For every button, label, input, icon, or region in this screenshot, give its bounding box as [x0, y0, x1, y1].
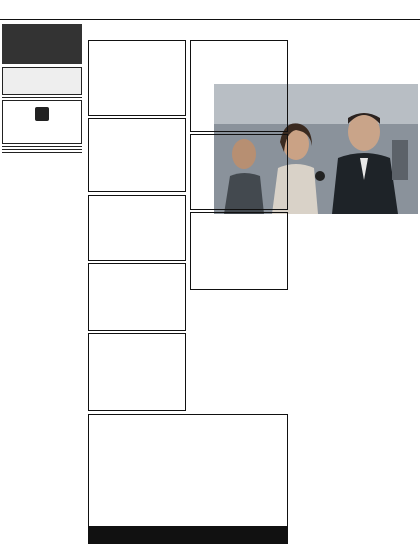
bank-logo-icon: [35, 107, 49, 121]
bank-logo-ad: [2, 100, 82, 144]
divider: [2, 146, 82, 147]
footer-banner: [88, 526, 288, 544]
ads-column-2: [190, 40, 288, 412]
classified-ad: [190, 212, 288, 290]
classified-ad: [190, 40, 288, 132]
spacer: [190, 22, 198, 28]
lotes-ad: [88, 414, 288, 530]
divider: [2, 97, 82, 98]
classified-ad: [88, 118, 186, 192]
classified-ad: [190, 134, 288, 210]
classified-ad: [88, 40, 186, 116]
classified-ad: [88, 263, 186, 331]
divider: [2, 152, 82, 153]
classifieds-column: [2, 22, 82, 544]
masthead: [0, 0, 420, 20]
divider: [2, 149, 82, 150]
classified-ad: [88, 333, 186, 411]
compras-todo-ad: [2, 67, 82, 95]
casa-morales-ad: [2, 24, 82, 64]
classified-ad: [88, 195, 186, 261]
lotes-body: [89, 418, 287, 422]
